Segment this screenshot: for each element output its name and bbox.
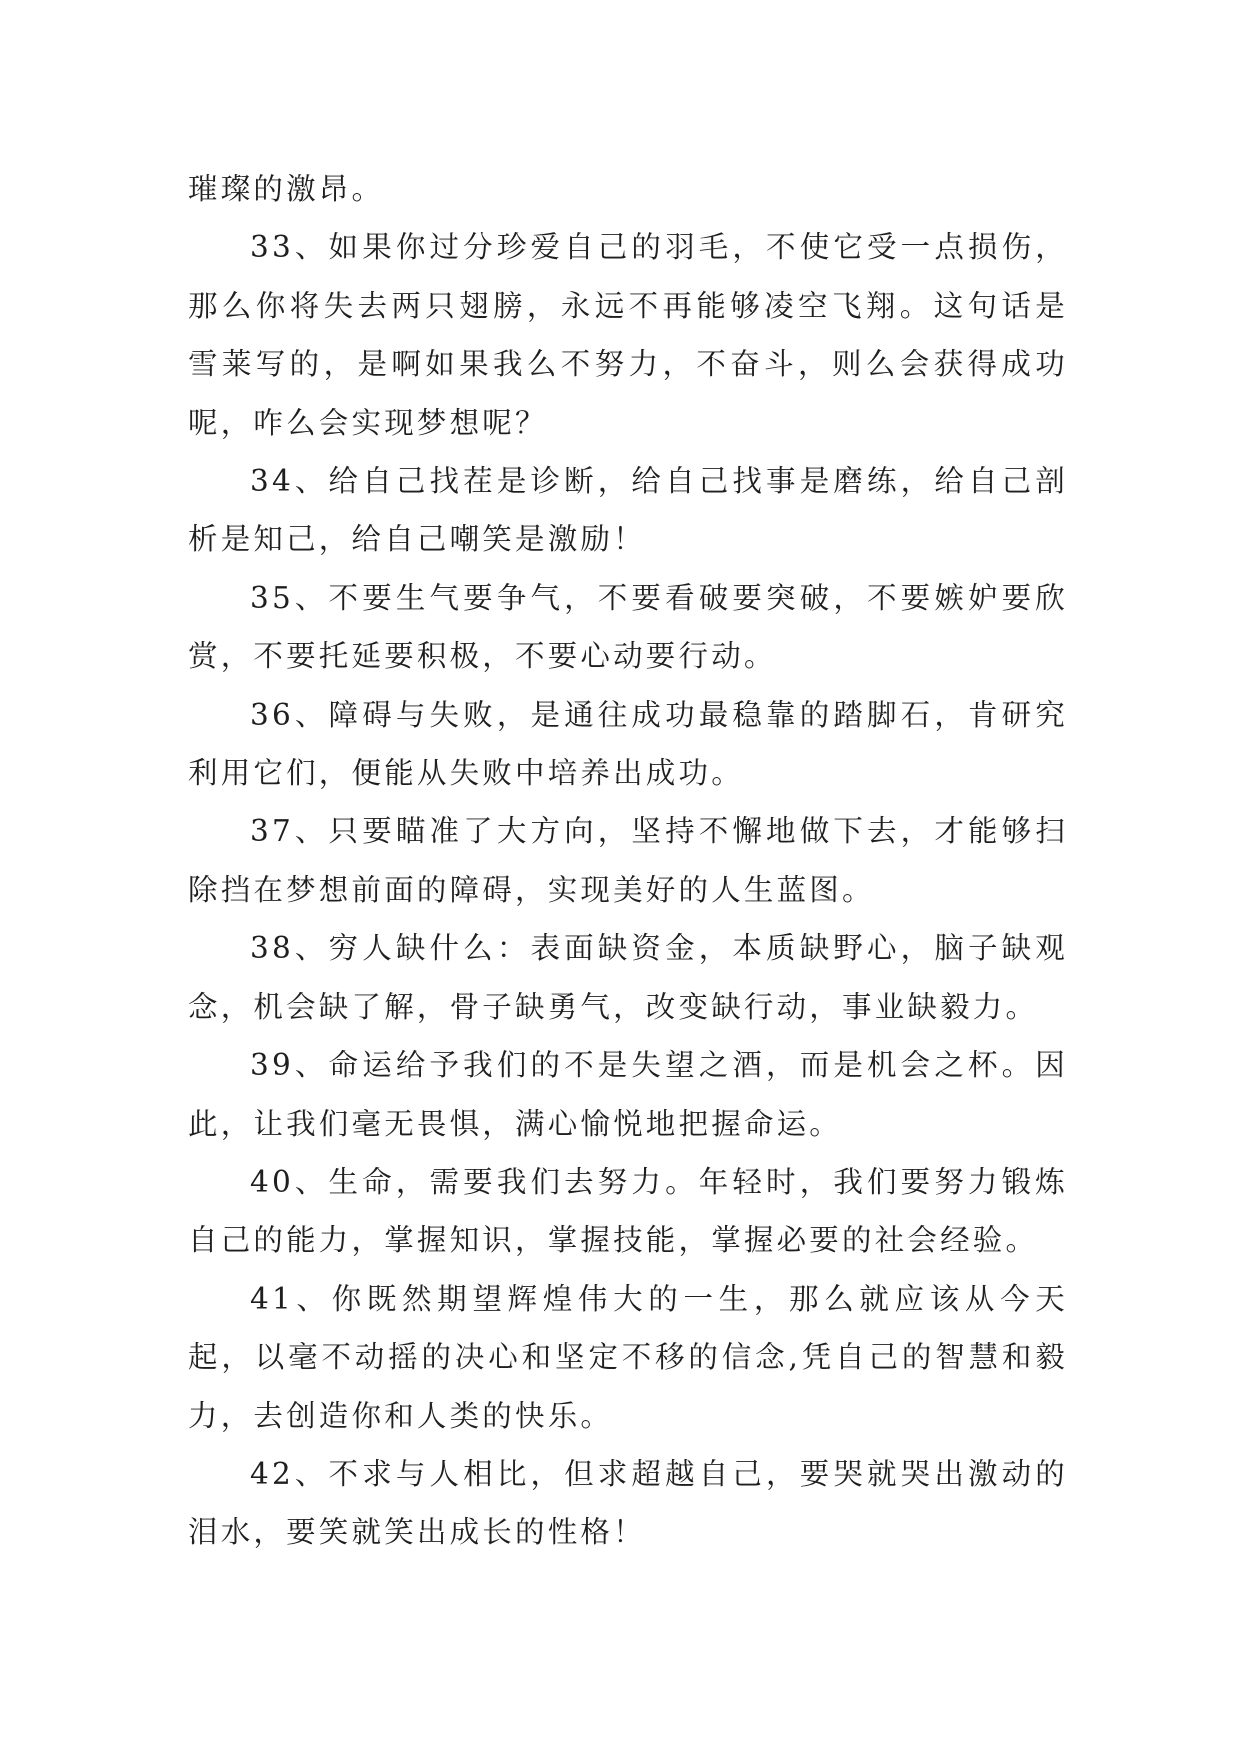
quote-39: 39、命运给予我们的不是失望之酒，而是机会之杯。因此，让我们毫无畏惧，满心愉悦地把握命运。 [188,1048,1068,1141]
quote-40: 40、生命，需要我们去努力。年轻时，我们要努力锻炼自己的能力，掌握知识，掌握技能，掌握必要的社会经验。 [188,1164,1068,1258]
paragraph-continuation: 璀璨的激昂。 [188,172,385,206]
quote-37: 37、只要瞄准了大方向，坚持不懈地做下去，才能够扫除挡在梦想前面的障碍，实现美好的人生蓝图。 [188,814,1068,907]
quote-42: 42、不求与人相比，但求超越自己，要哭就哭出激动的泪水，要笑就笑出成长的性格！ [188,1456,1068,1550]
document-body [188,160,1068,1562]
quote-35: 35、不要生气要争气，不要看破要突破，不要嫉妒要欣赏，不要托延要积极，不要心动要行动。 [188,580,1068,674]
quote-41: 41、你既然期望辉煌伟大的一生，那么就应该从今天起，以毫不动摇的决心和坚定不移的信念,凭自己的智慧和毅力，去创造你和人类的快乐。 [188,1281,1068,1433]
quote-38: 38、穷人缺什么：表面缺资金，本质缺野心，脑子缺观念，机会缺了解，骨子缺勇气，改变缺行动，事业缺毅力。 [188,931,1068,1024]
quote-34: 34、给自己找茬是诊断，给自己找事是磨练，给自己剖析是知己，给自己嘲笑是激励！ [188,464,1068,557]
quote-33: 33、如果你过分珍爱自己的羽毛，不使它受一点损伤，那么你将失去两只翅膀，永远不再能够凌空飞翔。这句话是雪莱写的，是啊如果我么不努力，不奋斗，则么会获得成功呢，咋么会实现梦想呢？ [188,230,1068,440]
quote-36: 36、障碍与失败，是通往成功最稳靠的踏脚石，肯研究利用它们，便能从失败中培养出成功。 [188,697,1068,791]
